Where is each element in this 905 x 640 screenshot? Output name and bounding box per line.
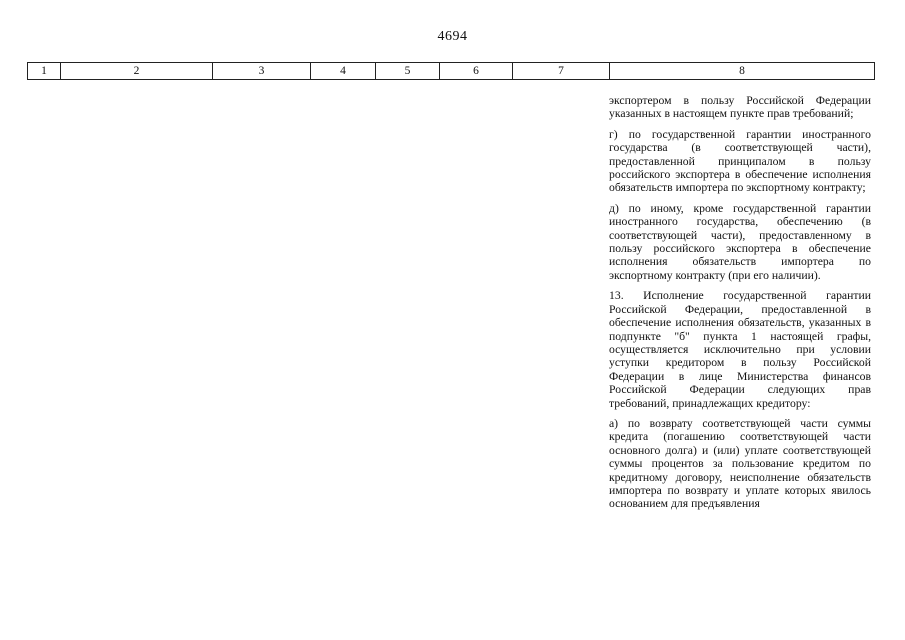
column-header-7: 7 [513,63,610,80]
column-8-content [609,92,871,518]
column-header-8: 8 [610,63,875,80]
column-header-6: 6 [440,63,513,80]
column-header-5: 5 [376,63,440,80]
paragraph-item-a: а) по возврату соответствующей части суммы кредита (погашению соответствующей части основного долга) и (или) уплате соответствующей суммы процентов за пользование кредитом по кредитному договору, неисполнение обязательств импортера по возврату и уплате которых явилось основанием для предъявления [609,416,871,511]
column-header-1: 1 [28,63,61,80]
page-number: 4694 [437,29,468,44]
paragraph-item-d: д) по иному, кроме государственной гарантии иностранного государства, обеспечению (в соответствующей части), предоставленному в пользу российского экспортера в обеспечение исполнения обязательств импортера по экспортному контракту (при его наличии). [609,201,871,282]
column-header-2: 2 [61,63,213,80]
paragraph-item-g: г) по государственной гарантии иностранного государства (в соответствующей части), предоставленной принципалом в пользу российского экспортера в обеспечение исполнения обязательств импортера по экспортному контракту; [609,127,871,195]
paragraph-section-13: 13. Исполнение государственной гарантии Российской Федерации, предоставленной в обеспечение исполнения обязательств, указанных в подпункте "б" пункта 1 настоящей графы, осуществляется исключительно при условии уступки кредитором в пользу Российской Федерации в лице Министерства финансов Российской Федерации следующих прав требований, принадлежащих кредитору: [609,289,871,410]
column-header-3: 3 [213,63,311,80]
column-header-4: 4 [311,63,376,80]
column-header-table [27,62,875,80]
paragraph-continuation: экспортером в пользу Российской Федерации указанных в настоящем пункте прав требований; [609,94,871,121]
header-row [28,63,875,80]
